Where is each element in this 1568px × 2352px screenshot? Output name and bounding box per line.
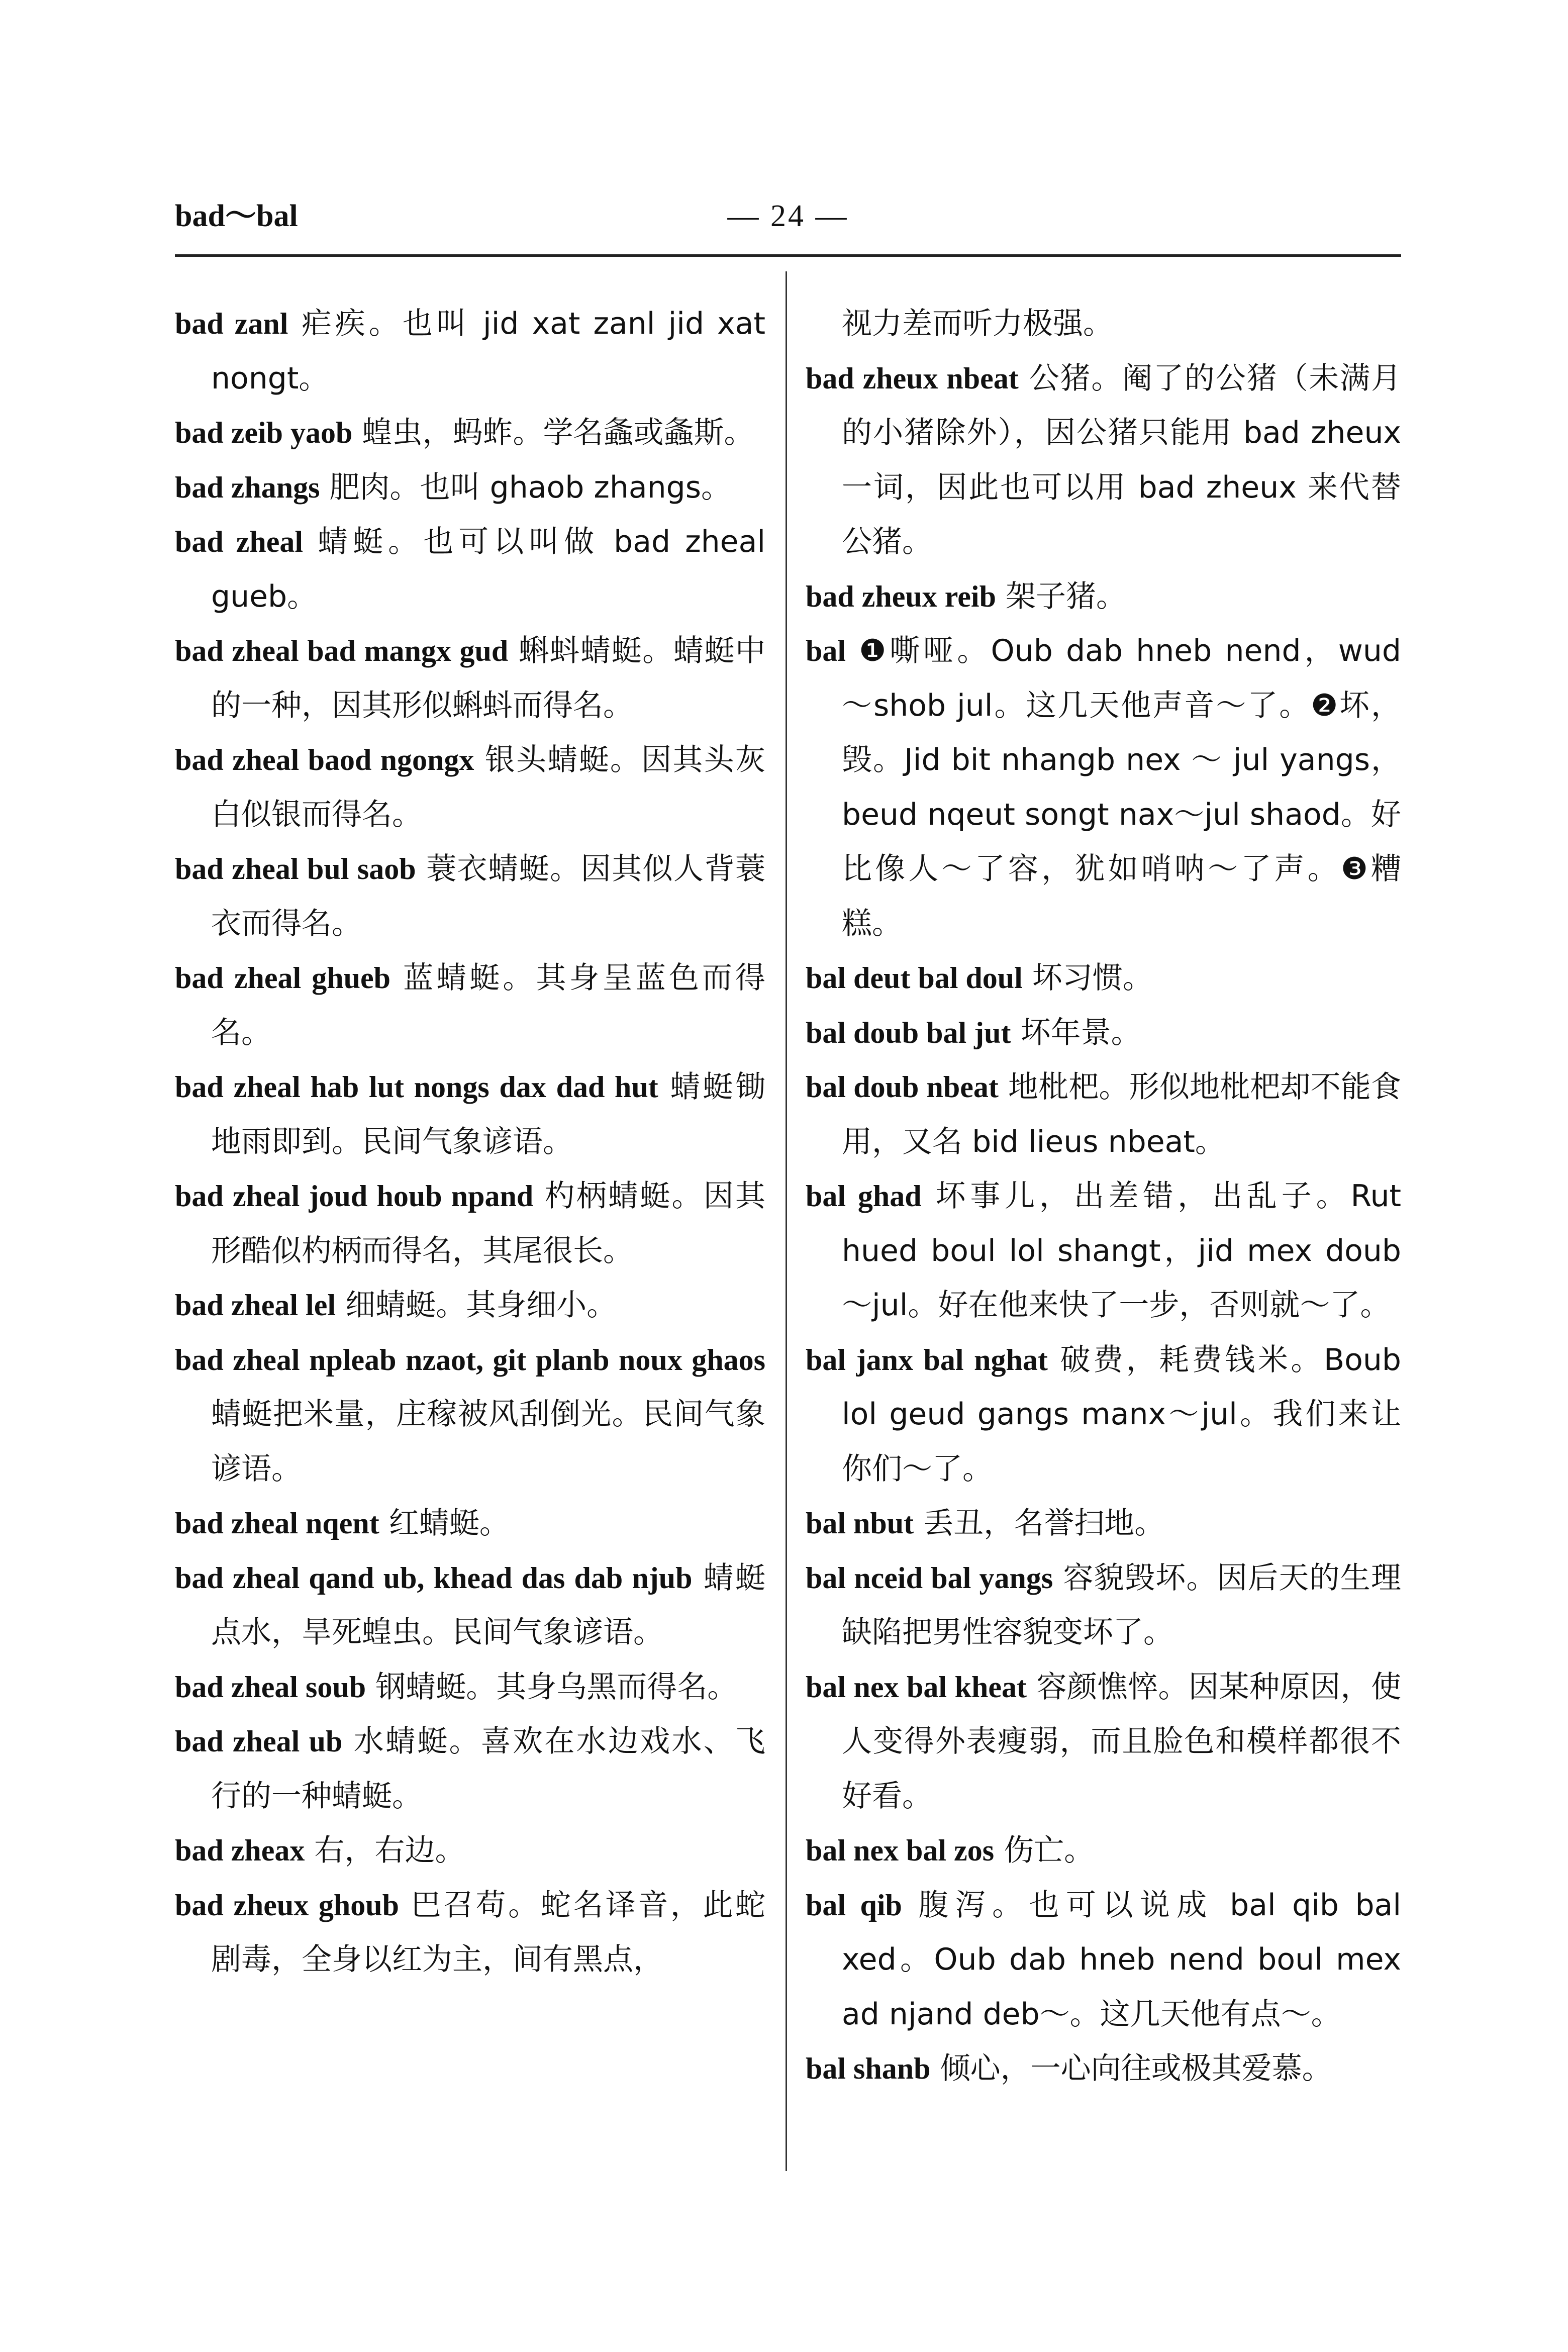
entry-definition: 红蜻蜓。 [379,1506,510,1541]
column-divider [786,271,787,2171]
entry-headword: bal nceid bal yangs [806,1561,1053,1595]
entry-definition: 蓑衣蜻蜓。因其似人背蓑衣而得名。 [211,851,766,941]
entry-definition: 坏习惯。 [1022,960,1153,996]
entry-definition: 钢蜻蜓。其身乌黑而得名。 [366,1669,738,1705]
entry-headword: bad zheal baod ngongx [175,743,474,776]
dictionary-entry [806,1006,1401,1060]
entry-definition: 容颜憔悴。因某种原因，使人变得外表瘦弱，而且脸色和模样都很不好看。 [842,1669,1401,1814]
entry-headword: bad zheux reib [806,579,996,613]
entry-definition: 坏事儿，出差错，出乱子。Rut hued boul lol shangt，jid mex doub ～jul。好在他来快了一步，否则就～了。 [842,1179,1401,1323]
entry-headword: bad zheal hab lut nongs dax dad hut [175,1070,658,1104]
entry-definition: 丢丑，名誉扫地。 [914,1506,1165,1541]
dictionary-entry [175,733,765,842]
entry-definition: 伤亡。 [994,1833,1095,1868]
entry-definition: 杓柄蜻蜓。因其形酷似杓柄而得名，其尾很长。 [211,1179,765,1268]
entry-headword: bal janx bal nghat [806,1343,1048,1377]
entry-headword: bal nbut [806,1507,914,1540]
dictionary-entry [175,951,765,1060]
entry-headword: bad zeib yaob [175,416,353,449]
entry-continuation: 视力差而听力极强。 [842,306,1113,341]
entry-definition: 蝌蚪蜻蜓。蜻蜓中的一种，因其形似蝌蚪而得名。 [211,633,765,723]
entry-headword: bad zheal [175,525,304,558]
dictionary-entry [806,569,1401,624]
entry-headword: bal doub bal jut [806,1016,1011,1049]
dictionary-entry [806,1496,1401,1551]
entry-definition: ❶嘶哑。Oub dab hneb nend，wud ～shob jul。这几天他声音～了。❷坏，毁。Jid bit nhangb nex ～ jul yangs，beud nqeut songt nax～jul shaod。好比像人～了容，犹如哨呐～了声。❸糟糕。 [842,633,1401,941]
entry-definition: 蜻蜓。也可以叫做 bad zheal gueb。 [211,524,766,614]
entry-definition: 坏年景。 [1011,1015,1141,1050]
entry-definition: 地枇杷。形似地枇杷却不能食用，又名 bid lieus nbeat。 [842,1069,1401,1159]
header-rule [175,254,1401,257]
entry-headword: bad zheal qand ub, khead das dab njub [175,1561,693,1595]
entry-headword: bad zheal bad mangx gud [175,634,509,667]
dictionary-entry [806,624,1401,951]
page-header [175,196,1401,236]
entry-headword: bad zheal joud houb npand [175,1180,534,1213]
dictionary-entry [175,1333,765,1497]
entry-definition: 细蜻蜓。其身细小。 [336,1288,617,1323]
entry-headword: bad zheux ghoub [175,1888,399,1922]
dictionary-entry [806,2041,1401,2096]
entry-definition: 腹泻。也可以说成 bal qib bal xed。Oub dab hneb nend boul mex ad njand deb～。这几天他有点～。 [842,1887,1401,2032]
dictionary-entry [175,1060,765,1169]
dictionary-entry [175,515,765,624]
entry-headword: bad zheal bul saob [175,852,416,886]
entry-definition: 水蜻蜓。喜欢在水边戏水、飞行的一种蜻蜓。 [211,1724,766,1814]
dictionary-entry [175,1169,765,1278]
entry-headword: bal [806,634,846,667]
dictionary-entry [806,1333,1401,1497]
entry-headword: bad zhangs [175,470,320,504]
dictionary-entry [806,951,1401,1006]
page-number: — 24 — [727,199,849,233]
entry-definition: 公猪。阉了的公猪（未满月的小猪除外），因公猪只能用 bad zheux 一词，因此也可以用 bad zheux 来代替公猪。 [842,360,1401,559]
dictionary-entry [806,1878,1401,2042]
dictionary-entry [175,1878,765,1987]
entry-headword: bad zanl [175,307,288,340]
dictionary-entry [175,842,765,951]
entry-headword: bad zheal ghueb [175,961,390,995]
entry-definition: 倾心，一心向往或极其爱慕。 [930,2051,1332,2086]
dictionary-entry [806,1551,1401,1660]
entry-headword: bad zheax [175,1834,305,1867]
entry-headword: bad zheal soub [175,1670,366,1704]
dictionary-entry [175,1551,765,1660]
entry-definition: 蜻蜓把米量，庄稼被风刮倒光。民间气象谚语。 [211,1397,765,1487]
dictionary-entry [175,1714,765,1823]
entry-headword: bal doub nbeat [806,1070,999,1104]
entry-headword: bad zheux nbeat [806,361,1019,395]
dictionary-entry [806,351,1401,569]
entry-definition: 右，右边。 [305,1833,465,1868]
right-column [806,297,1401,2096]
dictionary-entry [806,1169,1401,1333]
entry-headword: bal nex bal kheat [806,1670,1027,1704]
dictionary-entry [175,1496,765,1551]
entry-definition: 蓝蜻蜓。其身呈蓝色而得名。 [211,960,765,1050]
entry-headword: bad zheal nqent [175,1507,379,1540]
dictionary-entry [806,1060,1401,1169]
dictionary-entry [175,406,765,460]
entry-headword: bal shanb [806,2052,931,2085]
dictionary-entry [806,1823,1401,1878]
dictionary-entry [175,1823,765,1878]
entry-definition: 巴召苟。蛇名译音，此蛇剧毒，全身以红为主，间有黑点， [211,1887,765,1977]
dictionary-entry [175,297,765,406]
entry-definition: 蜻蜓锄地雨即到。民间气象谚语。 [211,1069,765,1159]
entry-headword: bal deut bal doul [806,961,1023,995]
entry-headword: bal ghad [806,1180,922,1213]
dictionary-entry [175,1278,765,1333]
entry-definition: 蜻蜓点水，旱死蝗虫。民间气象谚语。 [211,1560,765,1650]
entry-definition: 破费，耗费钱米。Boub lol geud gangs manx～jul。我们来让你们～了。 [842,1342,1401,1487]
entry-headword: bad zheal npleab nzaot, git planb noux ghaos [175,1343,765,1377]
left-column [175,297,765,1987]
running-head: bad～bal [175,199,298,233]
dictionary-entry [806,1660,1401,1824]
entry-headword: bad zheal lel [175,1289,336,1322]
entry-definition: 蝗虫，蚂蚱。学名螽或螽斯。 [352,415,754,450]
entry-headword: bal nex bal zos [806,1834,995,1867]
entry-definition: 疟疾。也叫 jid xat zanl jid xat nongt。 [211,306,765,396]
entry-definition: 银头蜻蜓。因其头灰白似银而得名。 [211,742,766,832]
entry-definition: 容貌毁坏。因后天的生理缺陷把男性容貌变坏了。 [842,1560,1402,1650]
entry-definition: 架子猪。 [996,578,1127,614]
dictionary-entry [175,1660,765,1715]
entry-definition: 肥肉。也叫 ghaob zhangs。 [320,469,732,505]
dictionary-entry [175,624,765,733]
entry-headword: bal qib [806,1888,902,1922]
entry-headword: bad zheal ub [175,1725,343,1758]
dictionary-entry [175,460,765,515]
